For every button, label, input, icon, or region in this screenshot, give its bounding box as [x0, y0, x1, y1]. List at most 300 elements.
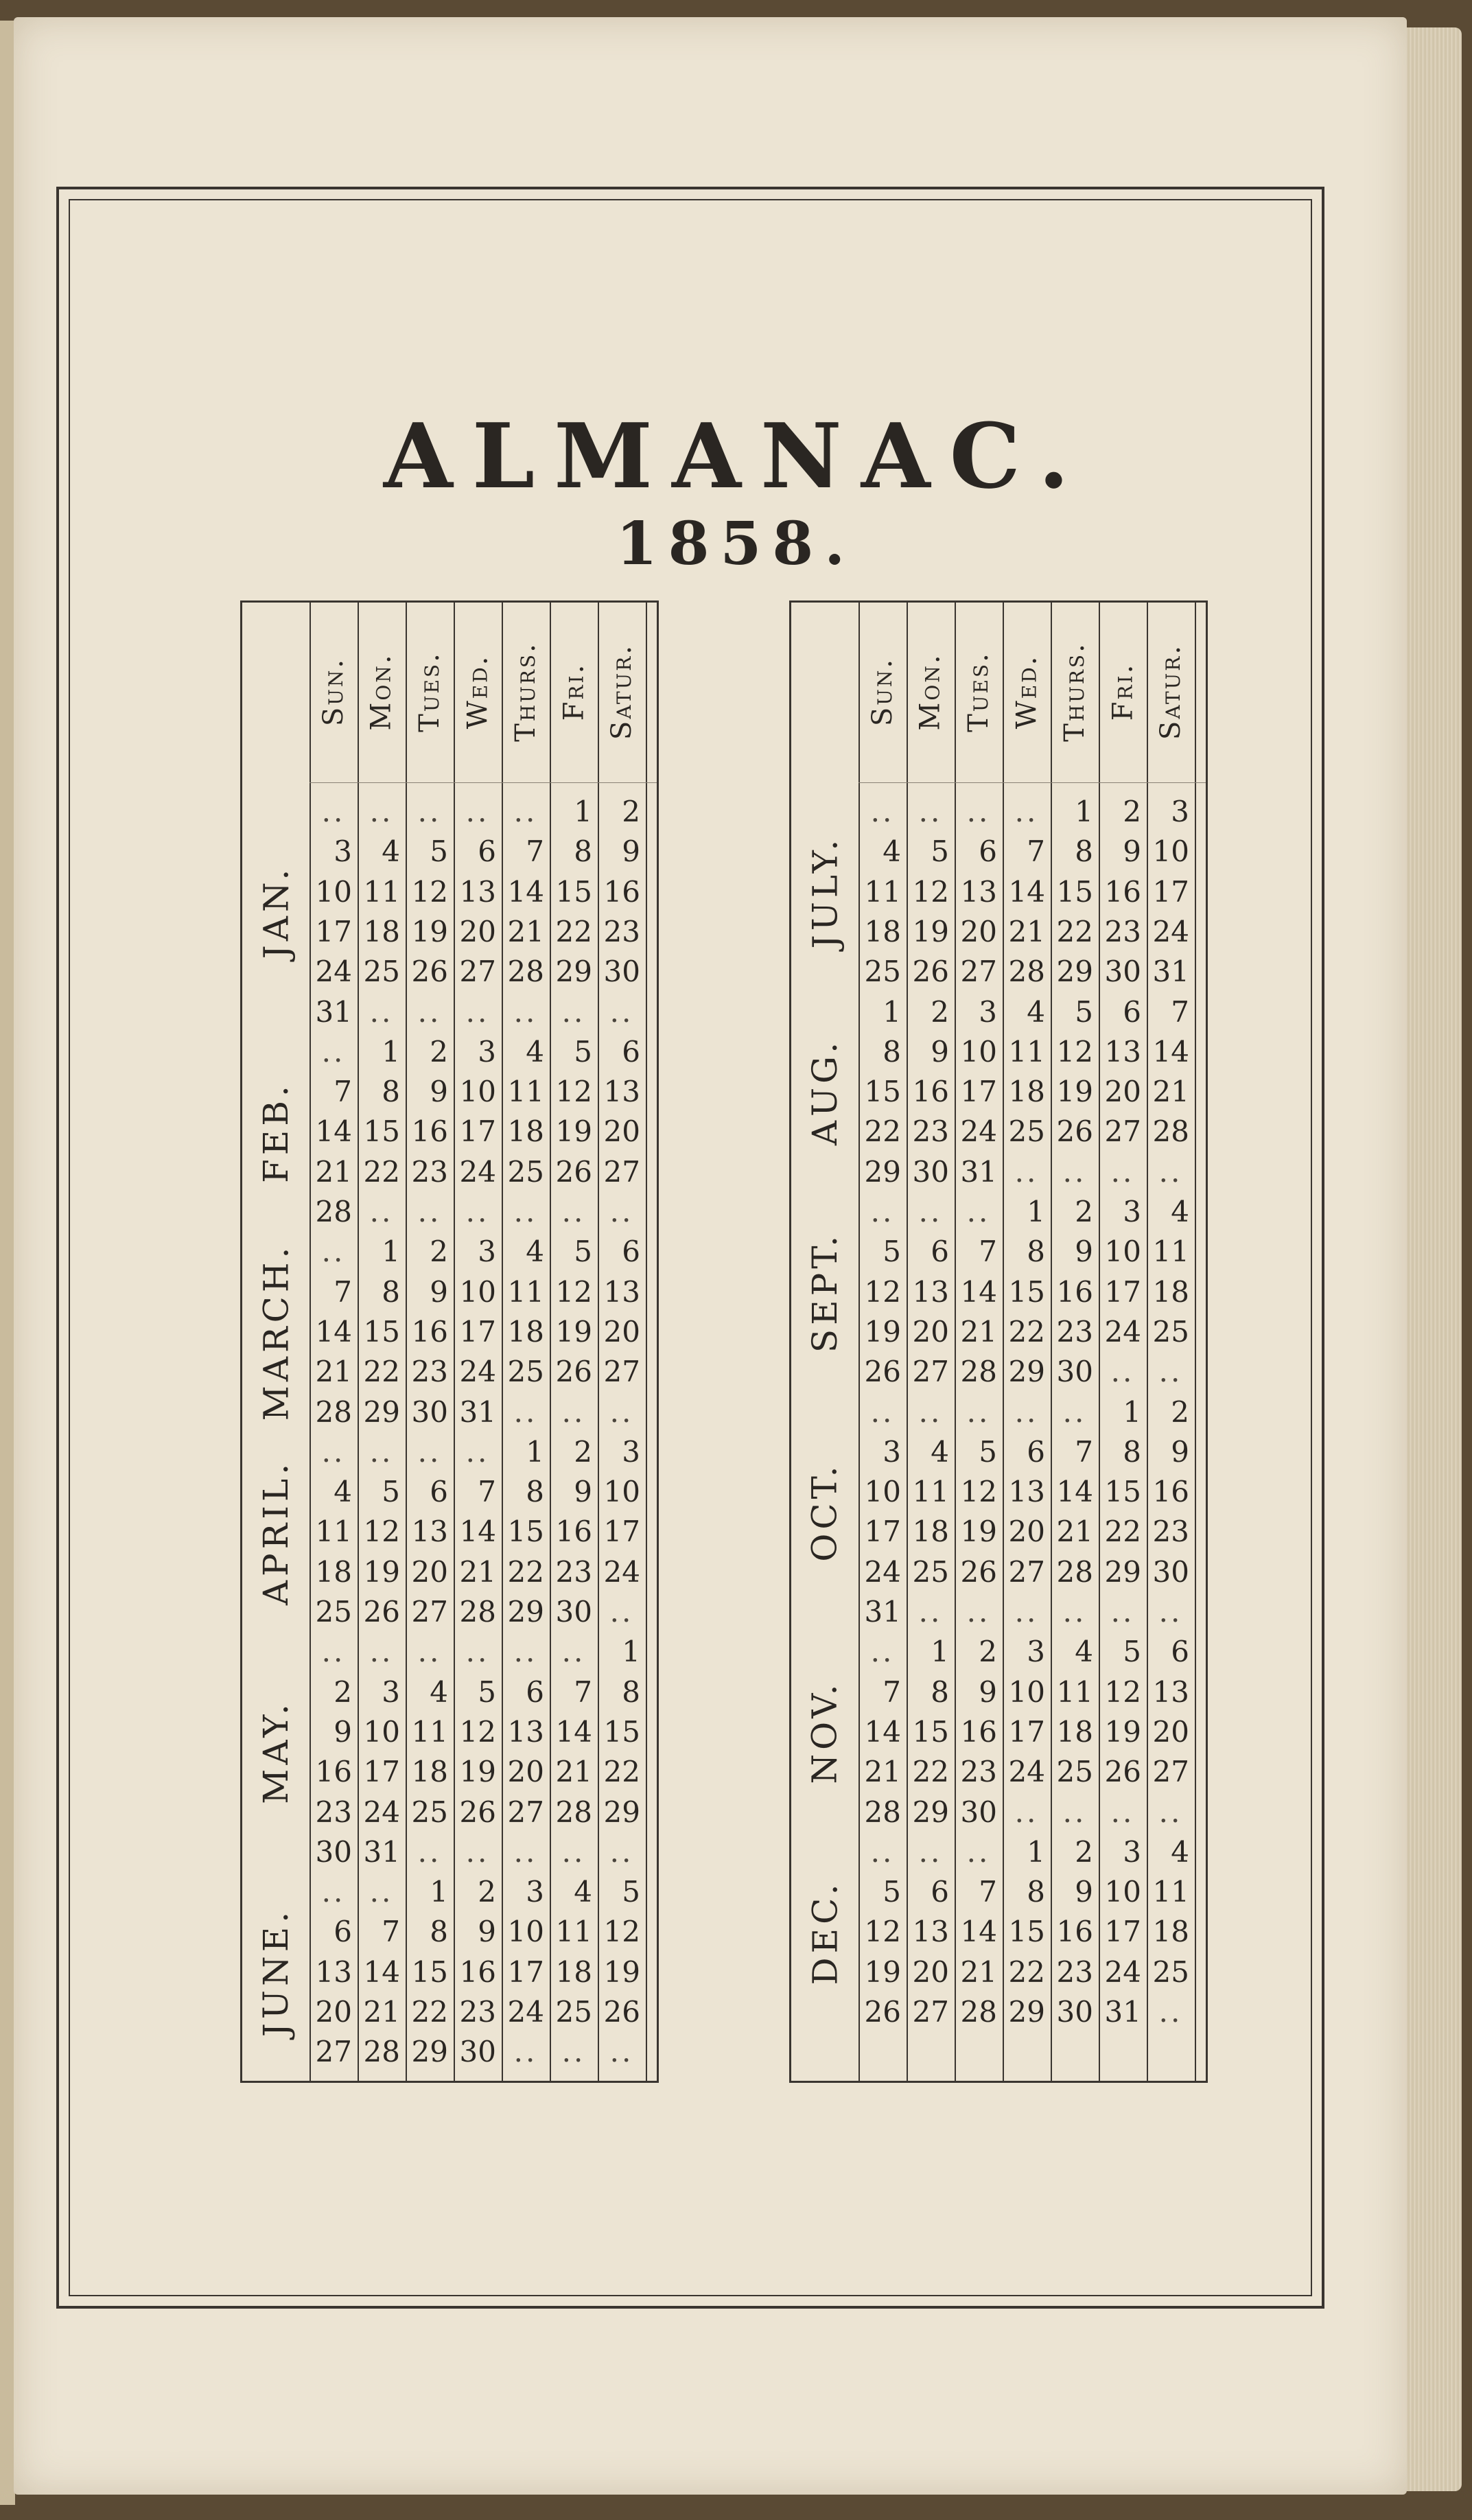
- day-cell: ..: [321, 1034, 346, 1069]
- day-cell: ..: [417, 795, 442, 828]
- day-cell: 6: [979, 835, 997, 869]
- day-cell: 28: [315, 1195, 352, 1228]
- month-name: NOV.: [805, 1680, 845, 1784]
- day-cell: 11: [507, 1075, 544, 1109]
- day-cell: 23: [411, 1355, 448, 1389]
- day-cell: 22: [1056, 914, 1093, 948]
- day-cell: 14: [1152, 1034, 1189, 1069]
- day-cell: 3: [1171, 795, 1189, 828]
- day-cell: 9: [979, 1675, 997, 1709]
- day-cell: 4: [1171, 1195, 1189, 1228]
- day-cell: 29: [912, 1795, 949, 1829]
- day-cell: 21: [1152, 1075, 1189, 1109]
- day-cell: 20: [1152, 1714, 1189, 1749]
- day-cell: 30: [315, 1834, 352, 1869]
- day-cell: 6: [931, 1235, 949, 1269]
- day-cell: 1: [382, 1235, 400, 1269]
- day-cell: 19: [960, 1515, 997, 1549]
- day-cell: 28: [363, 2035, 400, 2069]
- day-cell: 17: [960, 1075, 997, 1109]
- day-cell: 26: [960, 1554, 997, 1589]
- day-cell: 18: [1152, 1274, 1189, 1309]
- day-cell: ..: [561, 994, 586, 1029]
- day-cell: 19: [912, 914, 949, 948]
- day-cell: ..: [1158, 1795, 1183, 1829]
- day-cell: 18: [555, 1955, 592, 1989]
- day-cell: ..: [1158, 1595, 1183, 1629]
- month-name: AUG.: [805, 1038, 845, 1146]
- day-cell: 6: [526, 1675, 544, 1709]
- weekday-label: Wed.: [462, 654, 493, 730]
- day-cell: 3: [1027, 1635, 1045, 1669]
- day-cell: 23: [1104, 914, 1141, 948]
- day-cell: 1: [931, 1635, 949, 1669]
- day-cell: 11: [555, 1915, 592, 1949]
- day-cell: 27: [411, 1595, 448, 1629]
- day-cell: 10: [459, 1274, 496, 1309]
- day-cell: 27: [315, 2035, 352, 2069]
- day-cell: 25: [912, 1554, 949, 1589]
- weekday-header: [1051, 603, 1099, 781]
- day-cell: 18: [363, 914, 400, 948]
- day-cell: ..: [870, 1395, 895, 1429]
- day-cell: 2: [334, 1675, 352, 1709]
- day-cell: 17: [1152, 874, 1189, 909]
- weekday-label: Thurs.: [1059, 642, 1090, 742]
- day-cell: ..: [513, 1635, 538, 1669]
- weekday-header: [454, 603, 502, 781]
- day-cell: 18: [1008, 1075, 1045, 1109]
- day-cell: 17: [603, 1515, 640, 1549]
- day-cell: 21: [555, 1755, 592, 1789]
- day-cell: 25: [555, 1995, 592, 2029]
- day-cell: 30: [1056, 1995, 1093, 2029]
- day-cell: 12: [603, 1915, 640, 1949]
- weekday-label: Sun.: [867, 657, 898, 727]
- day-cell: 2: [1123, 795, 1141, 828]
- day-cell: 1: [1027, 1834, 1045, 1869]
- day-cell: 11: [1152, 1875, 1189, 1909]
- day-cell: 7: [382, 1915, 400, 1949]
- day-cell: 30: [1104, 955, 1141, 989]
- day-cell: 13: [912, 1915, 949, 1949]
- day-cell: ..: [966, 1834, 991, 1869]
- month-name: APRIL.: [256, 1459, 296, 1605]
- day-cell: 12: [555, 1075, 592, 1109]
- day-cell: ..: [918, 1834, 943, 1869]
- day-cell: ..: [1014, 1395, 1039, 1429]
- day-cell: 4: [1171, 1834, 1189, 1869]
- day-cell: 8: [883, 1034, 901, 1069]
- day-cell: 5: [430, 835, 448, 869]
- day-cell: 16: [1056, 1915, 1093, 1949]
- day-cell: ..: [369, 1635, 394, 1669]
- day-cell: 29: [1104, 1554, 1141, 1589]
- day-cell: 14: [960, 1915, 997, 1949]
- day-cell: 27: [1008, 1554, 1045, 1589]
- day-cell: ..: [1014, 1795, 1039, 1829]
- day-cell: 6: [1123, 994, 1141, 1029]
- day-cell: ..: [369, 795, 394, 828]
- day-cell: 18: [507, 1115, 544, 1149]
- day-cell: 11: [1152, 1235, 1189, 1269]
- day-cell: 13: [315, 1955, 352, 1989]
- day-cell: ..: [417, 1834, 442, 1869]
- day-cell: 11: [912, 1475, 949, 1509]
- day-cell: 4: [526, 1034, 544, 1069]
- day-cell: 12: [1104, 1675, 1141, 1709]
- day-cell: 13: [603, 1075, 640, 1109]
- day-cell: 1: [1075, 795, 1093, 828]
- day-cell: 24: [363, 1795, 400, 1829]
- day-cell: 21: [459, 1554, 496, 1589]
- weekday-header: [907, 603, 955, 781]
- day-cell: 9: [430, 1075, 448, 1109]
- day-cell: ..: [321, 1635, 346, 1669]
- day-cell: 23: [555, 1554, 592, 1589]
- binding-strip: [0, 21, 15, 2505]
- day-cell: 10: [864, 1475, 901, 1509]
- day-cell: 26: [864, 1355, 901, 1389]
- day-cell: 3: [478, 1034, 496, 1069]
- day-cell: 3: [1123, 1195, 1141, 1228]
- day-cell: ..: [918, 1195, 943, 1228]
- day-cell: 30: [1152, 1554, 1189, 1589]
- day-cell: ..: [1062, 1154, 1087, 1189]
- day-cell: 10: [315, 874, 352, 909]
- day-cell: 8: [382, 1274, 400, 1309]
- day-cell: 5: [1075, 994, 1093, 1029]
- day-cell: 16: [1056, 1274, 1093, 1309]
- day-cell: 13: [411, 1515, 448, 1549]
- page-year: 1858.: [616, 509, 856, 579]
- day-cell: 28: [459, 1595, 496, 1629]
- day-cell: 16: [411, 1115, 448, 1149]
- day-cell: 3: [526, 1875, 544, 1909]
- day-cell: 20: [1104, 1075, 1141, 1109]
- day-cell: 17: [1104, 1915, 1141, 1949]
- day-cell: 6: [622, 1034, 640, 1069]
- day-cell: 20: [960, 914, 997, 948]
- day-cell: ..: [1110, 1355, 1135, 1389]
- day-cell: 23: [1152, 1515, 1189, 1549]
- day-cell: 10: [960, 1034, 997, 1069]
- day-cell: 27: [912, 1995, 949, 2029]
- day-cell: 16: [411, 1314, 448, 1349]
- day-cell: 25: [1152, 1314, 1189, 1349]
- day-cell: 20: [1008, 1515, 1045, 1549]
- month-name: OCT.: [805, 1462, 845, 1562]
- month-label: [242, 1032, 309, 1233]
- day-cell: 26: [555, 1355, 592, 1389]
- day-cell: 25: [315, 1595, 352, 1629]
- day-cell: 5: [931, 835, 949, 869]
- day-cell: 3: [979, 994, 997, 1029]
- day-cell: 22: [1104, 1515, 1141, 1549]
- day-cell: 29: [1008, 1995, 1045, 2029]
- day-cell: 27: [603, 1154, 640, 1189]
- day-cell: 22: [912, 1755, 949, 1789]
- day-cell: 30: [912, 1154, 949, 1189]
- month-label: [791, 992, 858, 1193]
- day-cell: 25: [1008, 1115, 1045, 1149]
- day-cell: 14: [459, 1515, 496, 1549]
- day-cell: 23: [1056, 1955, 1093, 1989]
- day-cell: 8: [931, 1675, 949, 1709]
- weekday-header: [1147, 603, 1195, 781]
- day-cell: ..: [609, 2035, 634, 2069]
- day-cell: 10: [363, 1714, 400, 1749]
- day-cell: 8: [430, 1915, 448, 1949]
- day-cell: 21: [1008, 914, 1045, 948]
- weekday-label: Wed.: [1011, 654, 1042, 730]
- day-cell: ..: [369, 1434, 394, 1469]
- header-rule: [858, 782, 1206, 783]
- day-cell: 17: [1104, 1274, 1141, 1309]
- day-cell: 1: [430, 1875, 448, 1909]
- day-cell: ..: [513, 1195, 538, 1228]
- day-cell: ..: [609, 994, 634, 1029]
- day-cell: 12: [411, 874, 448, 909]
- day-cell: 16: [315, 1755, 352, 1789]
- day-cell: 15: [1056, 874, 1093, 909]
- day-cell: ..: [513, 994, 538, 1029]
- month-label: [791, 1632, 858, 1832]
- day-cell: 9: [478, 1915, 496, 1949]
- day-cell: 6: [622, 1235, 640, 1269]
- day-cell: 15: [864, 1075, 901, 1109]
- day-cell: ..: [1110, 1154, 1135, 1189]
- day-cell: 12: [912, 874, 949, 909]
- day-cell: 23: [411, 1154, 448, 1189]
- day-cell: 29: [363, 1395, 400, 1429]
- day-cell: 15: [912, 1714, 949, 1749]
- day-cell: 19: [1056, 1075, 1093, 1109]
- day-cell: 10: [1104, 1235, 1141, 1269]
- day-cell: 26: [1056, 1115, 1093, 1149]
- day-cell: 1: [883, 994, 901, 1029]
- month-name: MAY.: [256, 1700, 296, 1805]
- day-cell: 17: [315, 914, 352, 948]
- day-cell: 16: [1104, 874, 1141, 909]
- day-cell: ..: [321, 1434, 346, 1469]
- day-cell: 22: [507, 1554, 544, 1589]
- day-cell: ..: [417, 1195, 442, 1228]
- day-cell: 23: [315, 1795, 352, 1829]
- day-cell: ..: [1158, 1154, 1183, 1189]
- day-cell: 5: [574, 1034, 592, 1069]
- day-cell: ..: [1014, 795, 1039, 828]
- day-cell: ..: [561, 2035, 586, 2069]
- day-cell: 3: [478, 1235, 496, 1269]
- day-cell: ..: [870, 1195, 895, 1228]
- day-cell: 13: [507, 1714, 544, 1749]
- day-cell: 14: [507, 874, 544, 909]
- day-cell: 9: [1123, 835, 1141, 869]
- day-cell: ..: [1014, 1154, 1039, 1189]
- day-cell: 7: [1075, 1434, 1093, 1469]
- day-cell: 19: [411, 914, 448, 948]
- day-cell: 29: [1008, 1355, 1045, 1389]
- day-cell: 27: [1152, 1755, 1189, 1789]
- day-cell: ..: [1062, 1795, 1087, 1829]
- month-label: [791, 1832, 858, 2033]
- day-cell: 11: [864, 874, 901, 909]
- day-cell: ..: [369, 1195, 394, 1228]
- day-cell: ..: [465, 1834, 490, 1869]
- day-cell: 19: [864, 1955, 901, 1989]
- day-cell: 20: [459, 914, 496, 948]
- day-cell: 26: [363, 1595, 400, 1629]
- day-cell: 4: [526, 1235, 544, 1269]
- weekday-header: [598, 603, 646, 781]
- day-cell: 22: [555, 914, 592, 948]
- day-cell: 28: [1152, 1115, 1189, 1149]
- month-label: [242, 1232, 309, 1432]
- day-cell: 21: [315, 1355, 352, 1389]
- day-cell: 1: [382, 1034, 400, 1069]
- weekday-label: Fri.: [1107, 662, 1138, 721]
- calendar-panel-jan-jun: [240, 600, 659, 2083]
- day-cell: 1: [1123, 1395, 1141, 1429]
- weekday-label: Tues.: [414, 651, 445, 732]
- day-cell: 7: [883, 1675, 901, 1709]
- calendar-panel-jul-dec: [789, 600, 1208, 2083]
- day-cell: 5: [382, 1475, 400, 1509]
- day-cell: 23: [912, 1115, 949, 1149]
- page-edges: [1407, 27, 1462, 2491]
- day-cell: 5: [883, 1235, 901, 1269]
- day-cell: 2: [430, 1235, 448, 1269]
- day-cell: 28: [507, 955, 544, 989]
- day-cell: 17: [459, 1314, 496, 1349]
- day-cell: 24: [864, 1554, 901, 1589]
- day-cell: 26: [912, 955, 949, 989]
- day-cell: ..: [417, 1635, 442, 1669]
- day-cell: ..: [321, 1235, 346, 1269]
- day-cell: 22: [603, 1755, 640, 1789]
- day-cell: 30: [960, 1795, 997, 1829]
- day-cell: 5: [979, 1434, 997, 1469]
- day-cell: 7: [979, 1875, 997, 1909]
- day-cell: 2: [478, 1875, 496, 1909]
- day-cell: 14: [555, 1714, 592, 1749]
- month-name: JULY.: [805, 835, 845, 949]
- day-cell: 7: [334, 1274, 352, 1309]
- day-cell: ..: [870, 795, 895, 828]
- day-cell: 28: [864, 1795, 901, 1829]
- month-name: FEB.: [256, 1081, 296, 1183]
- day-cell: 16: [603, 874, 640, 909]
- day-cell: 15: [363, 1115, 400, 1149]
- day-cell: 16: [960, 1714, 997, 1749]
- day-cell: 9: [574, 1475, 592, 1509]
- page-title: ALMANAC.: [383, 404, 1089, 509]
- day-cell: 24: [1104, 1314, 1141, 1349]
- day-cell: 16: [555, 1515, 592, 1549]
- day-cell: 3: [382, 1675, 400, 1709]
- day-cell: ..: [966, 1595, 991, 1629]
- day-cell: 18: [315, 1554, 352, 1589]
- day-cell: 17: [1008, 1714, 1045, 1749]
- weekday-header: [1099, 603, 1147, 781]
- day-cell: 12: [363, 1515, 400, 1549]
- day-cell: ..: [918, 795, 943, 828]
- day-cell: 28: [555, 1795, 592, 1829]
- day-cell: 25: [411, 1795, 448, 1829]
- day-cell: 14: [315, 1115, 352, 1149]
- month-label: [242, 792, 309, 1032]
- day-cell: 26: [603, 1995, 640, 2029]
- day-cell: 9: [334, 1714, 352, 1749]
- weekday-header: [1003, 603, 1051, 781]
- day-cell: 17: [459, 1115, 496, 1149]
- day-cell: 6: [1171, 1635, 1189, 1669]
- day-cell: 28: [1056, 1554, 1093, 1589]
- day-cell: 1: [574, 795, 592, 828]
- day-cell: 1: [526, 1434, 544, 1469]
- weekday-header: [550, 603, 598, 781]
- day-cell: 31: [459, 1395, 496, 1429]
- day-cell: 3: [622, 1434, 640, 1469]
- day-cell: 2: [979, 1635, 997, 1669]
- day-cell: 7: [1171, 994, 1189, 1029]
- day-cell: 5: [574, 1235, 592, 1269]
- day-cell: 10: [507, 1915, 544, 1949]
- day-cell: 25: [507, 1355, 544, 1389]
- day-cell: 7: [478, 1475, 496, 1509]
- day-cell: 25: [1152, 1955, 1189, 1989]
- day-cell: 17: [864, 1515, 901, 1549]
- day-cell: 24: [459, 1355, 496, 1389]
- day-cell: ..: [321, 1875, 346, 1909]
- day-cell: 9: [1075, 1235, 1093, 1269]
- month-label: [242, 1432, 309, 1633]
- day-cell: 30: [411, 1395, 448, 1429]
- weekday-header: [358, 603, 406, 781]
- day-cell: 19: [555, 1314, 592, 1349]
- day-cell: 18: [411, 1755, 448, 1789]
- day-cell: ..: [1062, 1595, 1087, 1629]
- day-cell: ..: [513, 795, 538, 828]
- day-cell: 29: [864, 1154, 901, 1189]
- day-cell: 23: [960, 1755, 997, 1789]
- month-name: MARCH.: [256, 1243, 296, 1421]
- day-cell: 18: [507, 1314, 544, 1349]
- day-cell: 21: [507, 914, 544, 948]
- day-cell: 13: [960, 874, 997, 909]
- day-cell: 28: [1008, 955, 1045, 989]
- day-cell: ..: [1110, 1795, 1135, 1829]
- day-cell: 29: [555, 955, 592, 989]
- day-cell: 24: [960, 1115, 997, 1149]
- day-cell: 21: [363, 1995, 400, 2029]
- day-cell: 31: [1152, 955, 1189, 989]
- day-cell: 19: [459, 1755, 496, 1789]
- day-cell: 16: [459, 1955, 496, 1989]
- day-cell: 10: [1008, 1675, 1045, 1709]
- day-cell: 6: [334, 1915, 352, 1949]
- day-cell: 12: [459, 1714, 496, 1749]
- day-cell: 1: [622, 1635, 640, 1669]
- day-cell: ..: [321, 795, 346, 828]
- day-cell: 4: [1027, 994, 1045, 1029]
- day-cell: ..: [465, 994, 490, 1029]
- day-cell: 19: [1104, 1714, 1141, 1749]
- day-cell: ..: [609, 1195, 634, 1228]
- day-cell: 26: [459, 1795, 496, 1829]
- day-cell: 24: [1008, 1755, 1045, 1789]
